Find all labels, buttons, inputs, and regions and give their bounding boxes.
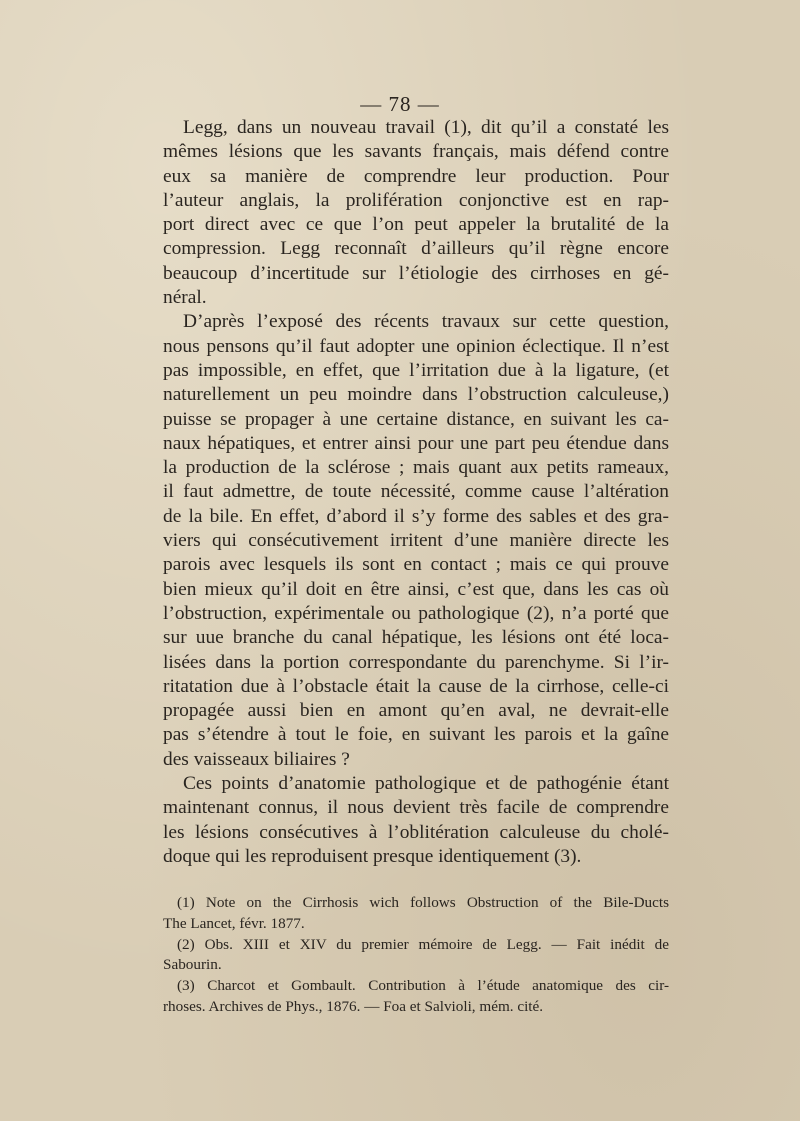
paragraph-1-line-7: beaucoup d’incertitude sur l’étiologie des cirrhoses en gé- [163, 262, 669, 284]
footnote-2-line-1: (2) Obs. XIII et XIV du premier mémoire de Legg. — Fait inédit de [177, 935, 669, 953]
paragraph-2-line-6: naux hépatiques, et entrer ainsi pour une part peu étendue dans [163, 432, 669, 454]
paragraph-2-line-7: la production de la sclérose ; mais quant aux petits rameaux, [163, 457, 669, 479]
paragraph-1-line-3: eux sa manière de comprendre leur production. Pour [163, 165, 669, 187]
footnotes [163, 893, 669, 1018]
paragraph-2-line-10: viers qui consécutivement irritent d’une manière directe les [163, 530, 669, 552]
footnote-2-line-2: Sabourin. [163, 956, 222, 974]
paragraph-2-line-12: bien mieux qu’il doit en être ainsi, c’est que, dans les cas où [163, 578, 669, 600]
paragraph-1-line-4: l’auteur anglais, la prolifération conjonctive est en rap- [163, 189, 669, 211]
footnote-1-line-2: The Lancet, févr. 1877. [163, 914, 305, 932]
paragraph-3-line-2: maintenant connus, il nous devient très facile de comprendre [163, 797, 669, 819]
paragraph-2-line-4: naturellement un peu moindre dans l’obstruction calculeuse,) [163, 384, 669, 406]
paragraph-2-line-1: D’après l’exposé des récents travaux sur cette question, [183, 311, 669, 333]
paragraph-2-line-5: puisse se propager à une certaine distance, en suivant les ca- [163, 408, 669, 430]
paragraph-1-line-5: port direct avec ce que l’on peut appeler la brutalité de la [163, 214, 669, 236]
body-text [163, 116, 669, 869]
paragraph-2-line-8: il faut admettre, de toute nécessité, comme cause l’altération [163, 481, 669, 503]
paragraph-2-line-9: de la bile. En effet, d’abord il s’y forme des sables et des gra- [163, 505, 669, 527]
paragraph-1-line-6: compression. Legg reconnaît d’ailleurs qu’il règne encore [163, 238, 669, 260]
paragraph-2-line-17: propagée aussi bien en amont qu’en aval, ne devrait-elle [163, 700, 669, 722]
paragraph-1-line-8: néral. [163, 287, 207, 309]
paragraph-3-line-3: les lésions consécutives à l’oblitération calculeuse du cholé- [163, 821, 669, 843]
paragraph-2-line-16: ritatation due à l’obstacle était la cause de la cirrhose, celle-ci [163, 675, 669, 697]
paragraph-2-line-11: parois avec lesquels ils sont en contact ; mais ce qui prouve [163, 554, 669, 576]
paragraph-1-line-1: Legg, dans un nouveau travail (1), dit qu’il a constaté les [183, 117, 669, 138]
footnote-3-line-1: (3) Charcot et Gombault. Contribution à l’étude anatomique des cir- [177, 977, 669, 995]
paragraph-2-line-13: l’obstruction, expérimentale ou pathologique (2), n’a porté que [163, 602, 669, 624]
paragraph-2-line-3: pas impossible, en effet, que l’irritation due à la ligature, (et [163, 359, 669, 381]
footnote-1-line-1: (1) Note on the Cirrhosis wich follows Obstruction of the Bile-Ducts [177, 894, 669, 911]
paragraph-2-line-2: nous pensons qu’il faut adopter une opinion éclectique. Il n’est [163, 335, 669, 357]
paragraph-1-line-2: mêmes lésions que les savants français, mais défend contre [163, 141, 669, 163]
paragraph-2-line-14: sur uue branche du canal hépatique, les lésions ont été loca- [163, 627, 669, 649]
page-number: — 78 — [360, 92, 440, 116]
paragraph-2-line-15: lisées dans la portion correspondante du parenchyme. Si l’ir- [163, 651, 669, 673]
footnote-3-line-2: rhoses. Archives de Phys., 1876. — Foa et Salvioli, mém. cité. [163, 997, 544, 1015]
paragraph-2-line-18: pas s’étendre à tout le foie, en suivant les parois et la gaîne [163, 724, 669, 746]
paragraph-2-line-19: des vaisseaux biliaires ? [163, 748, 350, 770]
paragraph-3-line-4: doque qui les reproduisent presque identiquement (3). [163, 845, 582, 867]
paragraph-3-line-1: Ces points d’anatomie pathologique et de pathogénie étant [183, 773, 669, 795]
